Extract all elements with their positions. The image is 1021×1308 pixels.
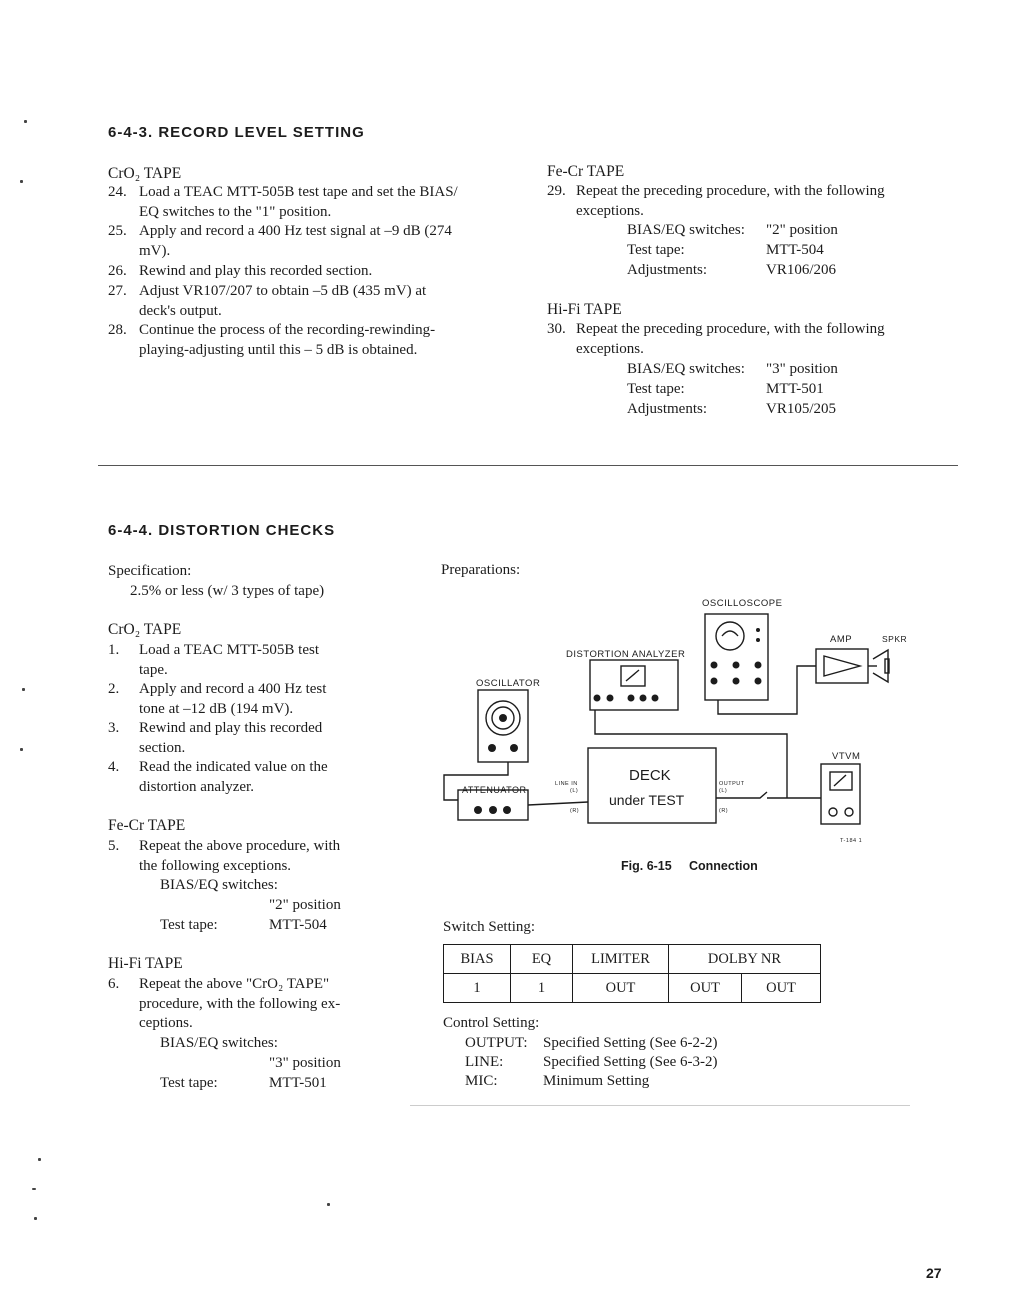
figure-title: Connection — [689, 859, 758, 873]
analyzer-needle — [626, 670, 639, 681]
step-line: Repeat the preceding procedure, with the following — [576, 183, 885, 199]
fecr2-tape-value: MTT-504 — [269, 917, 327, 933]
output-ch-label: (L) — [719, 788, 728, 794]
step-number: 30. — [547, 321, 566, 337]
fecr-bias-label: BIAS/EQ switches: — [627, 222, 745, 238]
step-line: distortion analyzer. — [139, 778, 254, 795]
fecr-bias-value: "2" position — [766, 222, 838, 238]
step-number: 27. — [108, 283, 127, 299]
line-in-ch-label: (L) — [570, 788, 579, 794]
control-setting-title: Control Setting: — [443, 1015, 540, 1031]
value-limiter: OUT — [573, 974, 669, 1003]
scan-speck — [22, 688, 25, 691]
scope-knob — [755, 662, 762, 669]
fecr-adj-value: VR106/206 — [766, 262, 837, 278]
analyzer-meter — [621, 666, 645, 686]
step-line: Repeat the above "CrO₂ TAPE" — [139, 976, 330, 992]
step-4 — [108, 758, 370, 797]
control-output-label: OUTPUT: — [465, 1035, 528, 1051]
spec-title: Specification: — [108, 563, 192, 579]
scope-knob — [711, 678, 718, 685]
page-number: 27 — [926, 1265, 942, 1281]
hifi2-switch-value: "3" position — [269, 1055, 341, 1071]
step-line: tape. — [139, 661, 168, 678]
control-line-label: LINE: — [465, 1054, 504, 1070]
bottom-faint-rule — [410, 1105, 910, 1106]
table-row — [444, 945, 821, 974]
fecr2-switch-value: "2" position — [269, 897, 341, 913]
switch-setting-table — [443, 944, 821, 1003]
vtvm-needle — [834, 775, 846, 786]
step-29 — [547, 182, 957, 221]
step-number: 2. — [108, 681, 120, 697]
oscillator-label: OSCILLATOR — [476, 678, 541, 689]
fecr2-tape-label: Test tape: — [160, 917, 218, 933]
amp-label: AMP — [830, 634, 853, 645]
step-line: Rewind and play this recorded section. — [139, 263, 373, 279]
attenuator-label: ATTENUATOR — [462, 785, 527, 795]
oscilloscope-trace — [722, 631, 738, 636]
step-26 — [108, 262, 508, 282]
step-line: Read the indicated value on the — [139, 759, 328, 775]
section-divider — [98, 465, 958, 466]
distortion-analyzer-box — [590, 660, 678, 710]
step-6 — [108, 975, 370, 1034]
spec-value: 2.5% or less (w/ 3 types of tape) — [130, 583, 325, 599]
oscillator-knob — [510, 744, 518, 752]
analyzer-knob — [628, 695, 635, 702]
hifi-adj-label: Adjustments: — [627, 401, 708, 417]
hifi-adj-value: VR105/205 — [766, 401, 837, 417]
scan-speck — [34, 1217, 37, 1220]
step-number: 28. — [108, 322, 127, 338]
header-limiter: LIMITER — [573, 945, 669, 974]
wire-attenuator-deck — [528, 802, 588, 805]
fecr2-switch-label: BIAS/EQ switches: — [160, 877, 278, 893]
analyzer-knob — [607, 695, 614, 702]
step-line: mV). — [139, 242, 171, 259]
line-in-label: LINE IN — [555, 781, 578, 787]
step-5 — [108, 837, 370, 876]
preparations-title: Preparations: — [441, 562, 521, 578]
hifi-bias-label: BIAS/EQ switches: — [627, 361, 745, 377]
step-number: 4. — [108, 759, 120, 775]
fecr-subheading-2: Fe-Cr TAPE — [108, 817, 186, 834]
table-row — [444, 974, 821, 1003]
control-output-value: Specified Setting (See 6-2-2) — [543, 1035, 718, 1051]
deck-box — [588, 748, 716, 823]
step-line: the following exceptions. — [139, 857, 292, 874]
connection-diagram — [440, 592, 908, 854]
hifi-bias-value: "3" position — [766, 361, 838, 377]
hifi2-tape-label: Test tape: — [160, 1075, 218, 1091]
cro2-subheading: CrO₂ TAPE — [108, 165, 182, 182]
scan-speck — [38, 1158, 41, 1161]
figure-number: Fig. 6-15 — [621, 859, 672, 873]
output-ch2-label: (R) — [719, 808, 729, 814]
oscilloscope-box — [705, 614, 768, 700]
analyzer-knob — [640, 695, 647, 702]
step-line: Repeat the preceding procedure, with the following — [576, 321, 885, 337]
section-heading-distortion: 6-4-4. DISTORTION CHECKS — [108, 522, 336, 539]
step-30 — [547, 320, 957, 359]
scan-speck — [20, 180, 23, 183]
scope-knob — [755, 678, 762, 685]
step-line: exceptions. — [576, 202, 644, 219]
control-mic-value: Minimum Setting — [543, 1073, 650, 1089]
step-line: Apply and record a 400 Hz test — [139, 681, 327, 697]
line-in-ch2-label: (R) — [570, 808, 580, 814]
value-eq: 1 — [511, 974, 573, 1003]
hifi-subheading-2: Hi-Fi TAPE — [108, 955, 183, 972]
step-number: 5. — [108, 838, 120, 854]
fecr-tape-label: Test tape: — [627, 242, 685, 258]
step-number: 26. — [108, 263, 127, 279]
scan-speck — [327, 1203, 330, 1206]
step-28 — [108, 321, 508, 360]
step-2 — [108, 680, 370, 719]
header-dolby-nr: DOLBY NR — [669, 945, 821, 974]
step-number: 3. — [108, 720, 120, 736]
step-number: 25. — [108, 223, 127, 239]
step-line: Rewind and play this recorded — [139, 720, 323, 736]
step-line: tone at –12 dB (194 mV). — [139, 700, 294, 717]
vtvm-terminal — [845, 808, 853, 816]
attenuator-knob — [474, 806, 482, 814]
step-line: Repeat the above procedure, with — [139, 838, 341, 854]
diagram-code: T-184 1 — [840, 838, 863, 844]
attenuator-knob — [489, 806, 497, 814]
wire-analyzer-deck — [595, 710, 787, 798]
scope-knob — [711, 662, 718, 669]
step-number: 29. — [547, 183, 566, 199]
deck-label: DECK — [629, 767, 671, 784]
cro2-subheading-2: CrO₂ TAPE — [108, 621, 182, 638]
fecr-subheading: Fe-Cr TAPE — [547, 163, 625, 180]
step-line: exceptions. — [576, 340, 644, 357]
oscilloscope-screen — [716, 622, 744, 650]
analyzer-knob — [652, 695, 659, 702]
header-bias: BIAS — [444, 945, 511, 974]
step-line: playing-adjusting until this – 5 dB is obtained. — [139, 341, 418, 358]
oscilloscope-label: OSCILLOSCOPE — [702, 598, 783, 609]
step-1 — [108, 641, 370, 680]
step-line: Adjust VR107/207 to obtain –5 dB (435 mV) at — [139, 283, 427, 299]
section-heading-record-level: 6-4-3. RECORD LEVEL SETTING — [108, 124, 365, 141]
step-line: procedure, with the following ex- — [139, 995, 341, 1012]
fecr-tape-value: MTT-504 — [766, 242, 824, 258]
step-number: 6. — [108, 976, 120, 992]
step-line: Continue the process of the recording-rewinding- — [139, 322, 436, 338]
vtvm-label: VTVM — [832, 751, 861, 762]
control-line-value: Specified Setting (See 6-3-2) — [543, 1054, 718, 1070]
vtvm-meter — [830, 772, 852, 790]
vtvm-box — [821, 764, 860, 824]
hifi2-tape-value: MTT-501 — [269, 1075, 327, 1091]
distortion-analyzer-label: DISTORTION ANALYZER — [566, 649, 686, 660]
step-line: EQ switches to the "1" position. — [139, 203, 332, 220]
scan-speck — [24, 120, 27, 123]
hifi2-switch-label: BIAS/EQ switches: — [160, 1035, 278, 1051]
wire-scope-amp — [718, 666, 816, 714]
control-mic-label: MIC: — [465, 1073, 498, 1089]
switch-setting-title: Switch Setting: — [443, 919, 536, 935]
fecr-adj-label: Adjustments: — [627, 262, 708, 278]
scope-knob — [756, 628, 760, 632]
oscillator-knob — [488, 744, 496, 752]
step-line: Apply and record a 400 Hz test signal at –9 dB (274 — [139, 223, 452, 239]
step-line: section. — [139, 739, 186, 756]
spkr-label: SPKR — [882, 634, 908, 644]
scope-knob — [733, 662, 740, 669]
value-dolby-2: OUT — [742, 974, 821, 1003]
value-bias: 1 — [444, 974, 511, 1003]
step-line: deck's output. — [139, 302, 222, 319]
step-line: Load a TEAC MTT-505B test — [139, 642, 319, 658]
deck-under-test-label: under TEST — [609, 792, 685, 808]
step-27 — [108, 282, 508, 321]
hifi-tape-label: Test tape: — [627, 381, 685, 397]
output-label: OUTPUT — [719, 781, 745, 787]
step-number: 1. — [108, 642, 120, 658]
step-24 — [108, 183, 508, 222]
step-number: 24. — [108, 184, 127, 200]
vtvm-terminal — [829, 808, 837, 816]
scope-knob — [756, 638, 760, 642]
analyzer-knob — [594, 695, 601, 702]
header-eq: EQ — [511, 945, 573, 974]
step-line: ceptions. — [139, 1015, 193, 1032]
value-dolby-1: OUT — [669, 974, 742, 1003]
hifi-tape-value: MTT-501 — [766, 381, 824, 397]
scan-speck — [20, 748, 23, 751]
step-3 — [108, 719, 370, 758]
hifi-subheading: Hi-Fi TAPE — [547, 301, 622, 318]
scope-knob — [733, 678, 740, 685]
step-line: Load a TEAC MTT-505B test tape and set the BIAS/ — [139, 184, 458, 200]
step-25 — [108, 222, 508, 261]
amp-triangle — [824, 656, 860, 676]
oscillator-dial-center — [499, 714, 507, 722]
attenuator-knob — [503, 806, 511, 814]
scan-speck — [32, 1188, 36, 1190]
